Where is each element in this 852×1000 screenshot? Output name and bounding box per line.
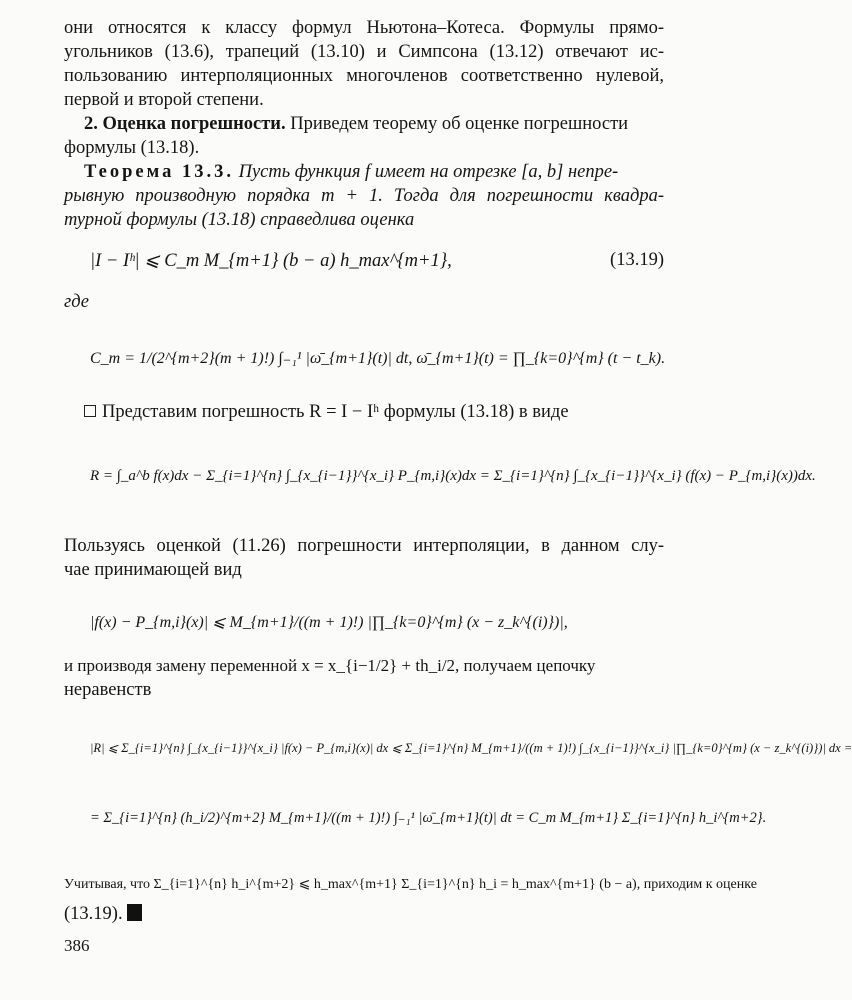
proof-text: Представим погрешность R = I − Iʰ формулы (13.18) в виде bbox=[102, 402, 569, 422]
page-number: 386 bbox=[64, 936, 90, 955]
text-line: первой и второй степени. bbox=[64, 90, 264, 110]
text-line: угольников (13.6), трапеций (13.10) и Симпсона (13.12) отвечают ис- bbox=[64, 42, 664, 62]
section-heading bbox=[84, 114, 628, 135]
section-number: 2. bbox=[84, 114, 98, 134]
theorem-text: рывную производную порядка m + 1. Тогда для погрешности квадра- bbox=[64, 186, 664, 206]
text-line: неравенств bbox=[64, 680, 152, 700]
proof-line bbox=[84, 402, 569, 423]
section-text: Приведем теорему об оценке погрешности bbox=[285, 114, 629, 134]
proof-start-icon bbox=[84, 405, 96, 417]
text-line: где bbox=[64, 292, 90, 312]
equation-cm: C_m = 1/(2^{m+2}(m + 1)!) ∫₋₁¹ |ω̄_{m+1}(t)| dt, ω̄_{m+1}(t) = ∏_{k=0}^{m} (t − t_k). bbox=[90, 350, 666, 367]
theorem-text: турной формулы (13.18) справедлива оценка bbox=[64, 210, 415, 230]
equation-r: R = ∫_a^b f(x)dx − Σ_{i=1}^{n} ∫_{x_{i−1}}^{x_i} P_{m,i}(x)dx = Σ_{i=1}^{n} ∫_{x_{i−1}}^{x_i} (f(x) − P_{m,i}(x))dx. bbox=[90, 468, 816, 484]
theorem-line bbox=[84, 162, 618, 183]
equation-interp: |f(x) − P_{m,i}(x)| ⩽ M_{m+1}/((m + 1)!) |∏_{k=0}^{m} (x − z_k^{(i)})|, bbox=[90, 614, 568, 631]
text-fragment: (13.19). bbox=[64, 904, 123, 924]
equation-number: (13.19) bbox=[610, 250, 664, 270]
text-line: чае принимающей вид bbox=[64, 560, 242, 580]
text-line: Учитывая, что Σ_{i=1}^{n} h_i^{m+2} ⩽ h_max^{m+1} Σ_{i=1}^{n} h_i = h_max^{m+1} (b − a), приходим к оценке bbox=[64, 877, 757, 892]
text-line: Пользуясь оценкой (11.26) погрешности интерполяции, в данном слу- bbox=[64, 536, 664, 556]
section-title: Оценка погрешности. bbox=[102, 114, 286, 134]
equation-chain-1: |R| ⩽ Σ_{i=1}^{n} ∫_{x_{i−1}}^{x_i} |f(x) − P_{m,i}(x)| dx ⩽ Σ_{i=1}^{n} M_{m+1}/((m + 1)!) ∫_{x_{i−1}}^{x_i} |∏_{k=0}^{m} (x − z_k^{(i)})| dx = bbox=[90, 741, 852, 755]
equation-chain-2: = Σ_{i=1}^{n} (h_i/2)^{m+2} M_{m+1}/((m + 1)!) ∫₋₁¹ |ω̄_{m+1}(t)| dt = C_m M_{m+1} Σ_{i=1}^{n} h_i^{m+2}. bbox=[90, 810, 767, 826]
equation-13-19: |I − Iʰ| ⩽ C_m M_{m+1} (b − a) h_max^{m+1}, bbox=[90, 251, 452, 271]
text-line bbox=[64, 904, 142, 925]
text-line: и производя замену переменной x = x_{i−1/2} + th_i/2, получаем цепочку bbox=[64, 656, 596, 675]
text-line: формулы (13.18). bbox=[64, 138, 200, 158]
qed-icon bbox=[127, 904, 142, 921]
theorem-label: Теорема 13.3. bbox=[84, 162, 234, 182]
text-line: пользованию интерполяционных многочленов соответственно нулевой, bbox=[64, 66, 664, 86]
text-line: они относятся к классу формул Ньютона–Котеса. Формулы прямо- bbox=[64, 18, 664, 38]
theorem-text: Пусть функция f имеет на отрезке [a, b] непре- bbox=[233, 162, 619, 182]
